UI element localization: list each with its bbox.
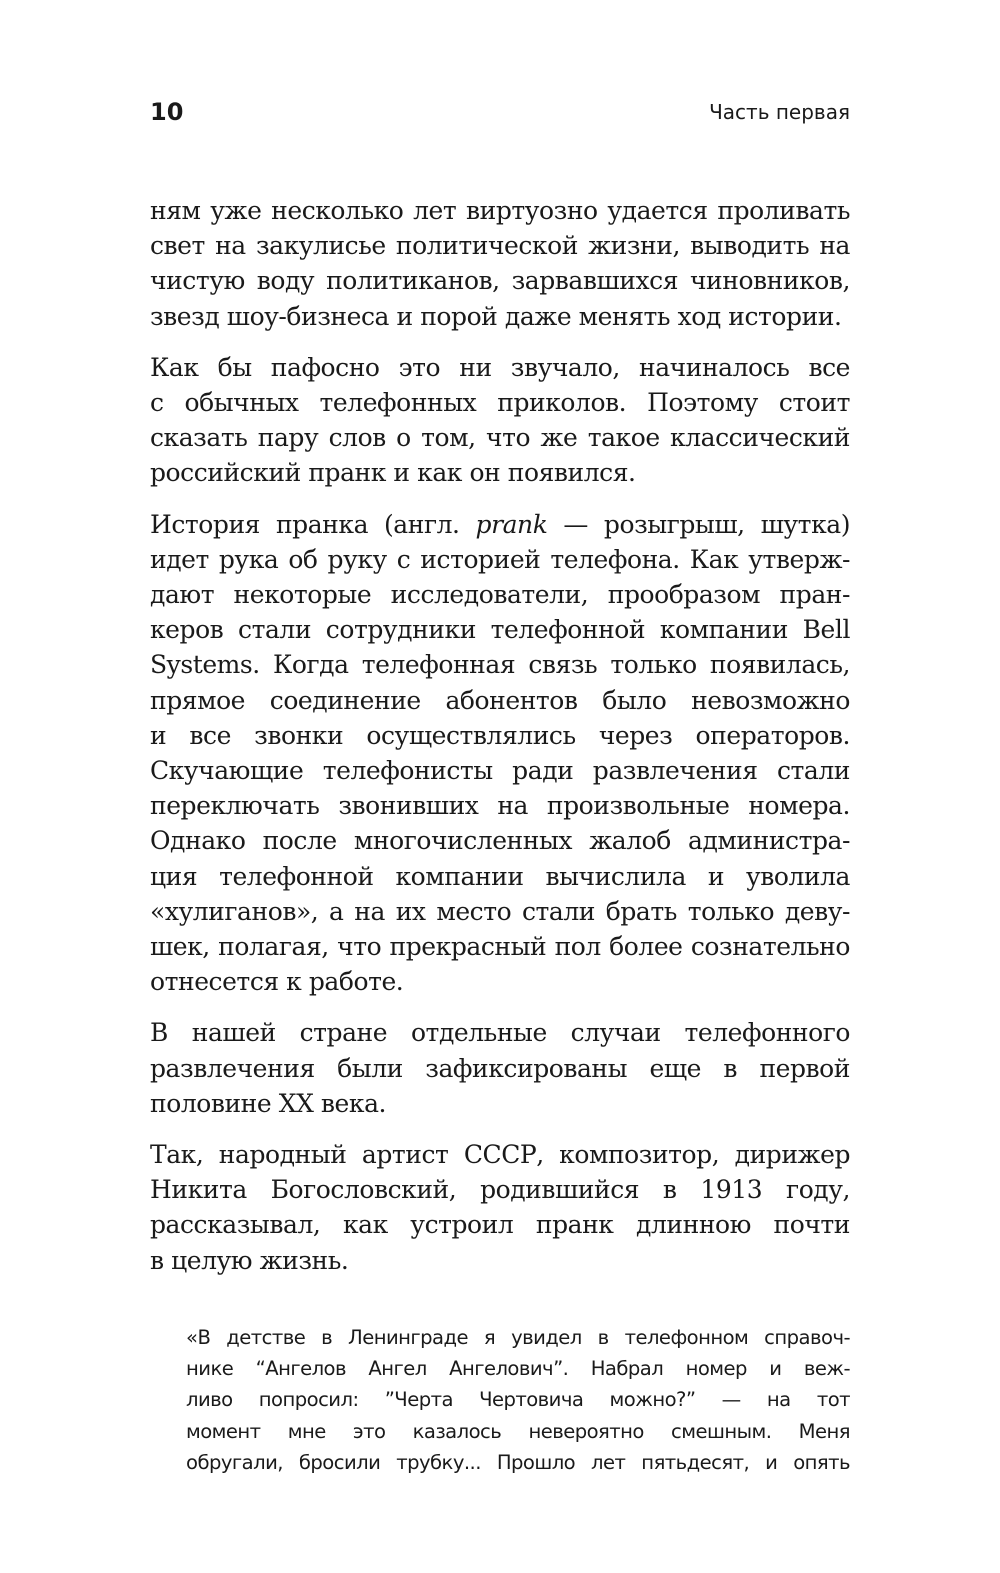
running-head bbox=[150, 96, 850, 128]
text-fragment: — розыгрыш, шутка) bbox=[563, 509, 850, 539]
paragraph-4 bbox=[150, 1015, 850, 1121]
text-line: шек, полагая, что прекрасный пол более сознательно bbox=[150, 932, 850, 962]
text-line: идет рука об руку с историей телефона. Как утверж- bbox=[150, 544, 850, 574]
quote-line: обругали, бросили трубку... Прошло лет пятьдесят, и опять bbox=[186, 1450, 850, 1474]
text-fragment: История пранка (англ. bbox=[150, 509, 460, 539]
text-line: развлечения были зафиксированы еще в первой bbox=[150, 1053, 850, 1083]
text-line: «хулиганов», а на их место стали брать только деву- bbox=[150, 896, 850, 926]
text-line: ция телефонной компании вычислила и уволила bbox=[150, 861, 850, 891]
quote-line: нике “Ангелов Ангел Ангелович”. Набрал номер и веж- bbox=[186, 1357, 850, 1381]
text-line: в целую жизнь. bbox=[150, 1245, 349, 1275]
paragraph-5 bbox=[150, 1137, 850, 1278]
text-line: отнесется к работе. bbox=[150, 967, 404, 997]
text-line: Никита Богословский, родившийся в 1913 году, bbox=[150, 1175, 850, 1205]
text-line: В нашей стране отдельные случаи телефонного bbox=[150, 1018, 850, 1048]
quote-line: момент мне это казалось невероятно смешным. Меня bbox=[186, 1419, 850, 1443]
text-line: дают некоторые исследователи, прообразом пран- bbox=[150, 580, 850, 610]
text-line: свет на закулисье политической жизни, выводить на bbox=[150, 231, 850, 261]
text-line: Как бы пафосно это ни звучало, начиналось все bbox=[150, 352, 850, 382]
text-line: звезд шоу-бизнеса и порой даже менять ход истории. bbox=[150, 301, 842, 331]
text-line: Systems. Когда телефонная связь только появилась, bbox=[150, 650, 850, 680]
text-line: чистую воду политиканов, зарвавшихся чиновников, bbox=[150, 266, 850, 296]
text-line: сказать пару слов о том, что же такое классический bbox=[150, 423, 850, 453]
text-line: Однако после многочисленных жалоб администра- bbox=[150, 826, 850, 856]
page-number: 10 bbox=[150, 98, 184, 126]
quote-line: ливо попросил: ”Черта Чертовича можно?” — на тот bbox=[186, 1388, 850, 1412]
text-line: половине XX века. bbox=[150, 1088, 387, 1118]
text-line: переключать звонивших на произвольные номера. bbox=[150, 791, 850, 821]
section-title: Часть первая bbox=[709, 100, 850, 124]
text-line: и все звонки осуществлялись через операторов. bbox=[150, 720, 850, 750]
text-line: ням уже несколько лет виртуозно удается проливать bbox=[150, 196, 850, 225]
text-line: рассказывал, как устроил пранк длинною почти bbox=[150, 1210, 850, 1240]
paragraph-3 bbox=[150, 507, 850, 1000]
paragraph-2 bbox=[150, 350, 850, 491]
text-line: керов стали сотрудники телефонной компании Bell bbox=[150, 615, 850, 645]
english-term: prank bbox=[475, 509, 548, 539]
text-line: Так, народный артист СССР, композитор, дирижер bbox=[150, 1140, 850, 1170]
paragraph-1 bbox=[150, 193, 850, 334]
text-line: с обычных телефонных приколов. Поэтому стоит bbox=[150, 388, 850, 418]
text-line: российский пранк и как он появился. bbox=[150, 458, 636, 488]
text-line: Скучающие телефонисты ради развлечения стали bbox=[150, 756, 850, 786]
text-line-with-term bbox=[150, 507, 850, 542]
text-line: прямое соединение абонентов было невозможно bbox=[150, 685, 850, 715]
quote-block bbox=[186, 1322, 850, 1478]
body-text bbox=[150, 193, 850, 1294]
quote-line: «В детстве в Ленинграде я увидел в телефонном справоч- bbox=[186, 1326, 850, 1349]
